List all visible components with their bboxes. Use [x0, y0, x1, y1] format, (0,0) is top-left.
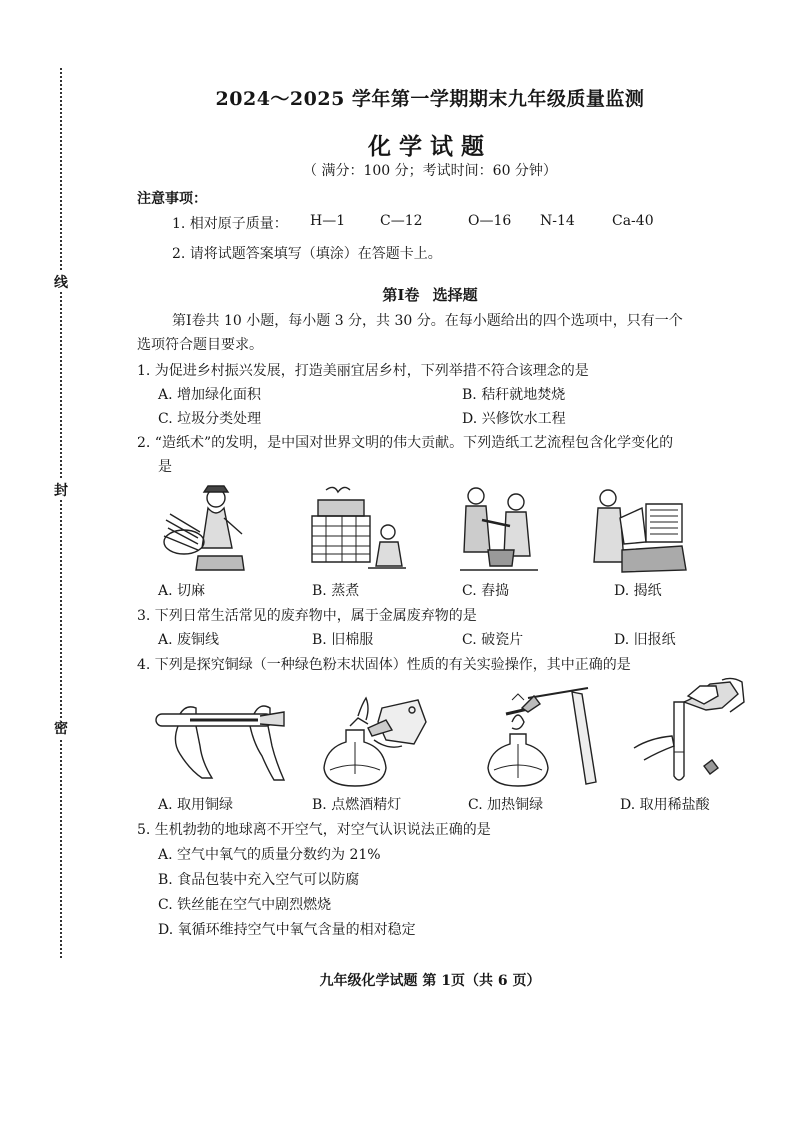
binding-mark-feng: 封 [50, 480, 72, 500]
q5-option-d: D. 氧循环维持空气中氧气含量的相对稳定 [158, 922, 416, 938]
q1-option-a: A. 增加绿化面积 [158, 387, 262, 403]
q4-figure-taking-copper-green [150, 690, 290, 790]
section-intro-line2: 选项符合题目要求。 [137, 337, 263, 353]
q2-stem-line1: 2. “造纸术”的发明，是中国对世界文明的伟大贡献。下列造纸工艺流程包含化学变化的 [137, 435, 674, 451]
q1-option-c: C. 垃圾分类处理 [158, 411, 262, 427]
q2-option-c: C. 舂捣 [462, 583, 510, 599]
q3-option-d: D. 旧报纸 [614, 632, 676, 648]
q5-option-a: A. 空气中氧气的质量分数约为 21% [158, 847, 381, 863]
q1-option-b: B. 秸秆就地焚烧 [462, 387, 566, 403]
q5-option-b: B. 食品包装中充入空气可以防腐 [158, 872, 360, 888]
q2-option-d: D. 揭纸 [614, 583, 662, 599]
q2-figure-steaming [308, 482, 408, 578]
notes-item2: 2. 请将试题答案填写（填涂）在答题卡上。 [172, 246, 442, 262]
q5-option-c: C. 铁丝能在空气中剧烈燃烧 [158, 897, 332, 913]
q4-figure-taking-dilute-hcl [630, 672, 746, 790]
atomic-mass-ca: Ca-40 [612, 213, 654, 229]
q2-option-a: A. 切麻 [158, 583, 206, 599]
notes-heading: 注意事项： [137, 191, 207, 207]
q4-option-c: C. 加热铜绿 [468, 797, 544, 813]
q4-option-a: A. 取用铜绿 [158, 797, 234, 813]
q4-figure-heating-copper-green [476, 678, 606, 790]
q3-option-b: B. 旧棉服 [312, 632, 374, 648]
notes-item1-label: 1. 相对原子质量： [172, 216, 288, 232]
q3-option-c: C. 破瓷片 [462, 632, 524, 648]
exam-title: 2024～2025 学年第一学期期末九年级质量监测 [215, 88, 645, 110]
atomic-mass-n: N-14 [540, 213, 575, 229]
atomic-mass-o: O—16 [468, 213, 512, 229]
atomic-mass-h: H—1 [310, 213, 346, 229]
binding-mark-mi: 密 [50, 718, 72, 738]
q2-option-b: B. 蒸煮 [312, 583, 360, 599]
section-heading: 第Ⅰ卷 选择题 [382, 286, 478, 304]
q1-option-d: D. 兴修饮水工程 [462, 411, 566, 427]
q4-stem: 4. 下列是探究铜绿（一种绿色粉末状固体）性质的有关实验操作，其中正确的是 [137, 657, 631, 673]
q3-option-a: A. 废铜线 [158, 632, 220, 648]
q4-option-b: B. 点燃酒精灯 [312, 797, 402, 813]
page-footer: 九年级化学试题 第 1页（共 6 页） [319, 973, 541, 989]
q4-figure-lighting-lamp [322, 690, 432, 790]
q2-stem-line2: 是 [158, 459, 172, 475]
q2-figure-peeling-paper [590, 484, 690, 578]
subject-title: 化学试题 [368, 133, 492, 160]
atomic-mass-c: C—12 [380, 213, 423, 229]
q4-option-d: D. 取用稀盐酸 [620, 797, 710, 813]
q3-stem: 3. 下列日常生活常见的废弃物中，属于金属废弃物的是 [137, 608, 477, 624]
q5-stem: 5. 生机勃勃的地球离不开空气，对空气认识说法正确的是 [137, 822, 491, 838]
section-intro-line1: 第Ⅰ卷共 10 小题，每小题 3 分，共 30 分。在每小题给出的四个选项中，只有一个 [172, 313, 683, 329]
q1-stem: 1. 为促进乡村振兴发展，打造美丽宜居乡村，下列举措不符合该理念的是 [137, 363, 589, 379]
exam-info: （ 满分：100 分；考试时间：60 分钟） [303, 163, 557, 179]
binding-dotted-line [60, 68, 62, 958]
binding-mark-xian: 线 [50, 272, 72, 292]
q2-figure-pounding [458, 480, 558, 578]
q2-figure-cutting-hemp [158, 478, 258, 578]
